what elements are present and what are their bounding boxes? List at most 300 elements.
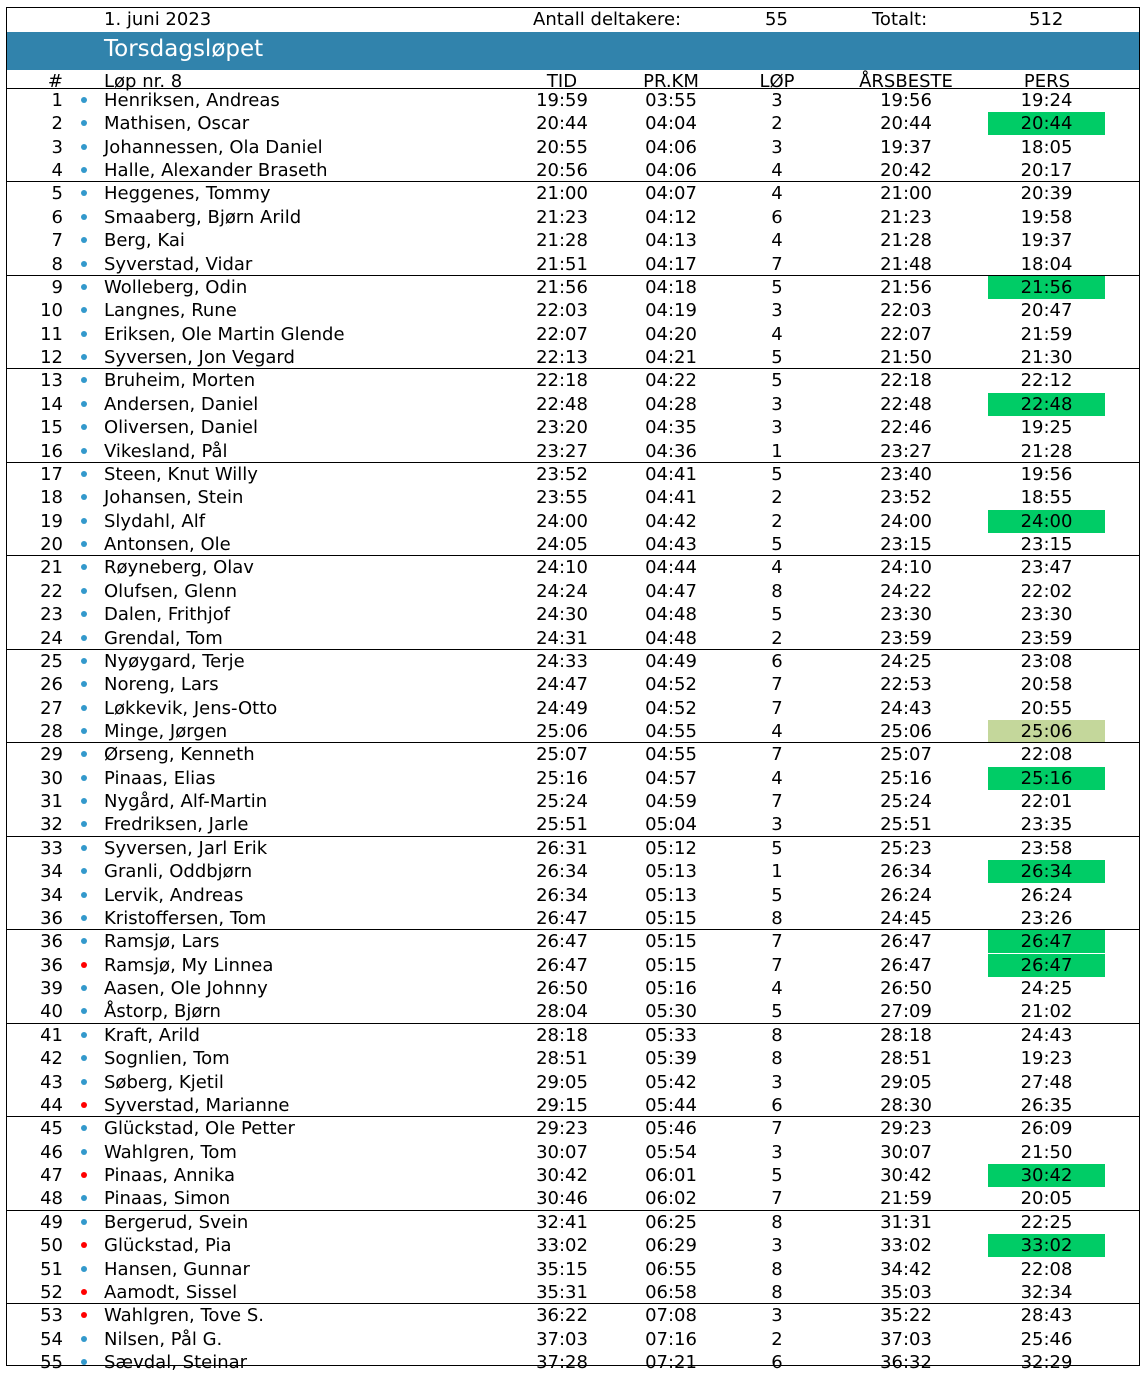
races-cell: 4	[771, 183, 783, 205]
table-row	[7, 299, 1139, 322]
name-cell: Olufsen, Glenn	[104, 580, 238, 602]
name-cell: Langnes, Rune	[104, 300, 237, 322]
name-cell: Antonsen, Ole	[104, 534, 231, 556]
season-best-cell: 23:59	[880, 627, 932, 649]
time-cell: 35:31	[536, 1281, 588, 1303]
races-cell: 3	[771, 1235, 783, 1257]
gender-dot-icon	[81, 938, 87, 944]
races-cell: 7	[771, 1188, 783, 1210]
name-cell: Johannessen, Ola Daniel	[104, 136, 323, 158]
pace-cell: 06:25	[645, 1211, 697, 1233]
season-best-cell: 25:16	[880, 767, 932, 789]
name-cell: Wahlgren, Tom	[104, 1141, 237, 1163]
table-row	[7, 1071, 1139, 1094]
name-cell: Nygård, Alf-Martin	[104, 791, 268, 813]
races-cell: 5	[771, 604, 783, 626]
table-row	[7, 463, 1139, 486]
time-cell: 32:41	[536, 1211, 588, 1233]
season-best-cell: 25:23	[880, 837, 932, 859]
races-cell: 6	[771, 650, 783, 672]
pace-cell: 04:07	[645, 183, 697, 205]
personal-best-cell: 32:34	[1020, 1281, 1073, 1303]
name-cell: Granli, Oddbjørn	[104, 861, 253, 883]
personal-best-cell: 33:02	[988, 1234, 1105, 1257]
name-cell: Nyøygard, Terje	[104, 650, 245, 672]
pace-cell: 04:55	[645, 744, 697, 766]
table-row	[7, 1047, 1139, 1070]
gender-dot-icon	[81, 448, 87, 454]
gender-dot-icon	[81, 962, 87, 968]
season-best-cell: 22:07	[880, 323, 932, 345]
gender-dot-icon	[81, 798, 87, 804]
personal-best-cell: 26:09	[1020, 1118, 1073, 1140]
pace-cell: 05:30	[645, 1001, 697, 1023]
season-best-cell: 24:25	[880, 650, 932, 672]
personal-best-cell: 28:43	[1020, 1305, 1073, 1327]
season-best-cell: 26:47	[880, 954, 932, 976]
personal-best-cell: 23:08	[1020, 650, 1073, 672]
rank-cell: 40	[40, 1001, 63, 1023]
personal-best-cell: 21:02	[1020, 1001, 1073, 1023]
rank-cell: 13	[40, 370, 63, 392]
personal-best-cell: 19:23	[1020, 1048, 1073, 1070]
pace-cell: 04:28	[645, 393, 697, 415]
gender-dot-icon	[81, 237, 87, 243]
gender-dot-icon	[81, 658, 87, 664]
rank-cell: 32	[40, 814, 63, 836]
personal-best-cell: 26:24	[1020, 884, 1073, 906]
season-best-cell: 29:05	[880, 1071, 932, 1093]
season-best-cell: 19:37	[880, 136, 932, 158]
rank-cell: 34	[40, 861, 63, 883]
table-row	[7, 159, 1139, 182]
personal-best-cell: 22:08	[1020, 744, 1073, 766]
season-best-cell: 23:15	[880, 534, 932, 556]
season-best-cell: 21:48	[880, 253, 932, 275]
time-cell: 26:34	[536, 884, 588, 906]
pace-cell: 05:12	[645, 837, 697, 859]
time-cell: 28:51	[536, 1048, 588, 1070]
rank-cell: 54	[40, 1328, 63, 1350]
season-best-cell: 30:07	[880, 1141, 932, 1163]
season-best-cell: 24:10	[880, 557, 932, 579]
time-cell: 21:56	[536, 276, 588, 298]
name-cell: Sævdal, Steinar	[104, 1351, 248, 1373]
pace-cell: 04:18	[645, 276, 697, 298]
name-cell: Johansen, Stein	[104, 487, 244, 509]
time-cell: 23:55	[536, 487, 588, 509]
races-cell: 6	[771, 206, 783, 228]
personal-best-cell: 23:59	[1020, 627, 1073, 649]
name-cell: Smaaberg, Bjørn Arild	[104, 206, 302, 228]
rank-cell: 23	[40, 604, 63, 626]
table-row	[7, 580, 1139, 603]
table-row	[7, 884, 1139, 907]
table-row	[7, 556, 1139, 579]
gender-dot-icon	[81, 214, 87, 220]
pace-cell: 07:08	[645, 1305, 697, 1327]
time-cell: 21:00	[536, 183, 588, 205]
personal-best-cell: 20:44	[988, 112, 1105, 135]
personal-best-cell: 20:47	[1020, 300, 1073, 322]
season-best-cell: 34:42	[880, 1258, 932, 1280]
personal-best-cell: 26:47	[988, 954, 1105, 977]
races-cell: 3	[771, 90, 783, 111]
time-cell: 26:47	[536, 954, 588, 976]
time-cell: 29:15	[536, 1094, 588, 1116]
table-row	[7, 229, 1139, 252]
pace-cell: 04:21	[645, 347, 697, 369]
gender-dot-icon	[81, 1149, 87, 1155]
season-best-cell: 20:42	[880, 160, 932, 182]
rank-cell: 48	[40, 1188, 63, 1210]
time-cell: 24:31	[536, 627, 588, 649]
races-cell: 4	[771, 978, 783, 1000]
gender-dot-icon	[81, 1289, 87, 1295]
personal-best-cell: 22:01	[1020, 791, 1073, 813]
races-cell: 4	[771, 720, 783, 742]
pace-cell: 04:55	[645, 720, 697, 742]
table-row	[7, 767, 1139, 790]
time-cell: 36:22	[536, 1305, 588, 1327]
races-cell: 5	[771, 837, 783, 859]
pace-cell: 04:47	[645, 580, 697, 602]
pace-cell: 07:21	[645, 1351, 697, 1373]
time-cell: 28:18	[536, 1024, 588, 1046]
pace-cell: 07:16	[645, 1328, 697, 1350]
col-rank-header: #	[47, 71, 63, 92]
rank-cell: 1	[51, 90, 63, 111]
season-best-cell: 26:50	[880, 978, 932, 1000]
season-best-cell: 20:44	[880, 113, 932, 135]
table-row	[7, 1141, 1139, 1164]
time-cell: 29:23	[536, 1118, 588, 1140]
pace-cell: 04:13	[645, 230, 697, 252]
season-best-cell: 21:59	[880, 1188, 932, 1210]
table-row	[7, 603, 1139, 626]
rank-cell: 39	[40, 978, 63, 1000]
table-row	[7, 1000, 1139, 1023]
rank-cell: 25	[40, 650, 63, 672]
name-cell: Aamodt, Sissel	[104, 1281, 238, 1303]
table-row	[7, 1328, 1139, 1351]
table-row	[7, 486, 1139, 509]
time-cell: 20:44	[536, 113, 588, 135]
races-cell: 5	[771, 370, 783, 392]
name-cell: Nilsen, Pål G.	[104, 1328, 223, 1350]
pace-cell: 05:13	[645, 861, 697, 883]
pace-cell: 04:52	[645, 674, 697, 696]
rank-cell: 44	[40, 1094, 63, 1116]
gender-dot-icon	[81, 985, 87, 991]
pace-cell: 05:39	[645, 1048, 697, 1070]
races-cell: 7	[771, 954, 783, 976]
season-best-cell: 21:23	[880, 206, 932, 228]
personal-best-cell: 24:43	[1020, 1024, 1073, 1046]
time-cell: 24:24	[536, 580, 588, 602]
time-cell: 30:42	[536, 1165, 588, 1187]
name-cell: Wolleberg, Odin	[104, 276, 248, 298]
name-cell: Minge, Jørgen	[104, 720, 228, 742]
time-cell: 37:03	[536, 1328, 588, 1350]
table-row	[7, 112, 1139, 135]
personal-best-cell: 20:58	[1020, 674, 1073, 696]
time-cell: 22:07	[536, 323, 588, 345]
season-best-cell: 21:00	[880, 183, 932, 205]
season-best-cell: 19:56	[880, 90, 932, 111]
gender-dot-icon	[81, 1219, 87, 1225]
pace-cell: 04:48	[645, 604, 697, 626]
pace-cell: 04:35	[645, 417, 697, 439]
race-date: 1. juni 2023	[104, 9, 212, 30]
table-row	[7, 1281, 1139, 1304]
table-row	[7, 1258, 1139, 1281]
pace-cell: 04:41	[645, 487, 697, 509]
personal-best-cell: 26:35	[1020, 1094, 1073, 1116]
gender-dot-icon	[81, 518, 87, 524]
table-row	[7, 673, 1139, 696]
personal-best-cell: 32:29	[1020, 1351, 1073, 1373]
table-row	[7, 253, 1139, 276]
season-best-cell: 25:07	[880, 744, 932, 766]
table-row	[7, 136, 1139, 159]
name-cell: Steen, Knut Willy	[104, 463, 258, 485]
gender-dot-icon	[81, 1336, 87, 1342]
season-best-cell: 24:43	[880, 697, 932, 719]
pace-cell: 04:06	[645, 160, 697, 182]
rank-cell: 7	[51, 230, 63, 252]
name-cell: Åstorp, Bjørn	[104, 1001, 221, 1023]
personal-best-cell: 23:47	[1020, 557, 1073, 579]
pace-cell: 06:58	[645, 1281, 697, 1303]
time-cell: 33:02	[536, 1235, 588, 1257]
season-best-cell: 23:30	[880, 604, 932, 626]
pace-cell: 04:04	[645, 113, 697, 135]
gender-dot-icon	[81, 541, 87, 547]
name-cell: Ramsjø, Lars	[104, 931, 220, 953]
time-cell: 30:46	[536, 1188, 588, 1210]
races-cell: 8	[771, 580, 783, 602]
pace-cell: 04:52	[645, 697, 697, 719]
races-cell: 8	[771, 1048, 783, 1070]
gender-dot-icon	[81, 1359, 87, 1365]
personal-best-cell: 21:28	[1020, 440, 1073, 462]
gender-dot-icon	[81, 331, 87, 337]
personal-best-cell: 19:58	[1020, 206, 1073, 228]
personal-best-cell: 19:24	[1020, 90, 1073, 111]
races-cell: 3	[771, 136, 783, 158]
name-cell: Slydahl, Alf	[104, 510, 206, 532]
pace-cell: 05:15	[645, 954, 697, 976]
season-best-cell: 35:22	[880, 1305, 932, 1327]
name-cell: Pinaas, Simon	[104, 1188, 231, 1210]
rank-cell: 53	[40, 1305, 63, 1327]
rank-cell: 4	[51, 160, 63, 182]
gender-dot-icon	[81, 564, 87, 570]
table-row	[7, 1024, 1139, 1047]
rank-cell: 6	[51, 206, 63, 228]
personal-best-cell: 18:55	[1020, 487, 1073, 509]
time-cell: 30:07	[536, 1141, 588, 1163]
name-cell: Syversen, Jarl Erik	[104, 837, 268, 859]
rank-cell: 36	[40, 907, 63, 929]
season-best-cell: 21:28	[880, 230, 932, 252]
time-cell: 24:33	[536, 650, 588, 672]
name-cell: Bruheim, Morten	[104, 370, 256, 392]
name-cell: Pinaas, Elias	[104, 767, 216, 789]
time-cell: 22:18	[536, 370, 588, 392]
time-cell: 22:03	[536, 300, 588, 322]
season-best-cell: 25:51	[880, 814, 932, 836]
pace-cell: 04:57	[645, 767, 697, 789]
table-row	[7, 510, 1139, 533]
col-race-header: Løp nr. 8	[104, 71, 183, 92]
participants-label: Antall deltakere:	[533, 9, 682, 30]
name-cell: Wahlgren, Tove S.	[104, 1305, 264, 1327]
races-cell: 5	[771, 534, 783, 556]
races-cell: 2	[771, 627, 783, 649]
gender-dot-icon	[81, 1008, 87, 1014]
pace-cell: 05:13	[645, 884, 697, 906]
participants-value: 55	[765, 9, 788, 30]
rank-cell: 27	[40, 697, 63, 719]
time-cell: 24:00	[536, 510, 588, 532]
rank-cell: 42	[40, 1048, 63, 1070]
time-cell: 25:07	[536, 744, 588, 766]
time-cell: 19:59	[536, 90, 588, 111]
table-row	[7, 977, 1139, 1000]
time-cell: 26:31	[536, 837, 588, 859]
name-cell: Lervik, Andreas	[104, 884, 244, 906]
table-row	[7, 1164, 1139, 1187]
time-cell: 22:48	[536, 393, 588, 415]
races-cell: 7	[771, 697, 783, 719]
races-cell: 4	[771, 557, 783, 579]
page-title: Torsdagsløpet	[104, 36, 264, 62]
races-cell: 8	[771, 1211, 783, 1233]
personal-best-cell: 19:56	[1020, 463, 1073, 485]
rank-cell: 51	[40, 1258, 63, 1280]
personal-best-cell: 20:05	[1020, 1188, 1073, 1210]
pace-cell: 05:15	[645, 907, 697, 929]
races-cell: 3	[771, 417, 783, 439]
name-cell: Aasen, Ole Johnny	[104, 978, 268, 1000]
gender-dot-icon	[81, 1266, 87, 1272]
table-row	[7, 369, 1139, 392]
gender-dot-icon	[81, 681, 87, 687]
rank-cell: 21	[40, 557, 63, 579]
table-row	[7, 627, 1139, 650]
gender-dot-icon	[81, 284, 87, 290]
personal-best-cell: 27:48	[1020, 1071, 1073, 1093]
races-cell: 3	[771, 1305, 783, 1327]
season-best-cell: 26:24	[880, 884, 932, 906]
gender-dot-icon	[81, 1102, 87, 1108]
name-cell: Heggenes, Tommy	[104, 183, 271, 205]
name-cell: Løkkevik, Jens-Otto	[104, 697, 278, 719]
gender-dot-icon	[81, 775, 87, 781]
pace-cell: 04:48	[645, 627, 697, 649]
pace-cell: 04:20	[645, 323, 697, 345]
time-cell: 26:47	[536, 907, 588, 929]
table-row	[7, 907, 1139, 930]
time-cell: 35:15	[536, 1258, 588, 1280]
table-row	[7, 954, 1139, 977]
time-cell: 26:47	[536, 931, 588, 953]
name-cell: Noreng, Lars	[104, 674, 219, 696]
gender-dot-icon	[81, 120, 87, 126]
rank-cell: 2	[51, 113, 63, 135]
personal-best-cell: 25:46	[1020, 1328, 1073, 1350]
name-cell: Syverstad, Marianne	[104, 1094, 290, 1116]
races-cell: 2	[771, 113, 783, 135]
season-best-cell: 28:51	[880, 1048, 932, 1070]
races-cell: 5	[771, 276, 783, 298]
time-cell: 25:16	[536, 767, 588, 789]
gender-dot-icon	[81, 424, 87, 430]
pace-cell: 05:42	[645, 1071, 697, 1093]
title-bar	[7, 32, 1139, 70]
table-row	[7, 697, 1139, 720]
time-cell: 24:47	[536, 674, 588, 696]
gender-dot-icon	[81, 1312, 87, 1318]
personal-best-cell: 23:35	[1020, 814, 1073, 836]
table-row	[7, 813, 1139, 836]
pace-cell: 04:41	[645, 463, 697, 485]
races-cell: 7	[771, 931, 783, 953]
table-row	[7, 440, 1139, 463]
name-cell: Vikesland, Pål	[104, 440, 228, 462]
pace-cell: 04:19	[645, 300, 697, 322]
pace-cell: 04:43	[645, 534, 697, 556]
rank-cell: 43	[40, 1071, 63, 1093]
races-cell: 6	[771, 1351, 783, 1373]
name-cell: Fredriksen, Jarle	[104, 814, 249, 836]
gender-dot-icon	[81, 401, 87, 407]
time-cell: 37:28	[536, 1351, 588, 1373]
name-cell: Pinaas, Annika	[104, 1165, 236, 1187]
personal-best-cell: 23:30	[1020, 604, 1073, 626]
name-cell: Bergerud, Svein	[104, 1211, 249, 1233]
rank-cell: 5	[51, 183, 63, 205]
rank-cell: 55	[40, 1351, 63, 1373]
season-best-cell: 33:02	[880, 1235, 932, 1257]
races-cell: 3	[771, 393, 783, 415]
personal-best-cell: 21:30	[1020, 347, 1073, 369]
races-cell: 4	[771, 767, 783, 789]
season-best-cell: 24:22	[880, 580, 932, 602]
season-best-cell: 31:31	[880, 1211, 932, 1233]
rank-cell: 8	[51, 253, 63, 275]
rank-cell: 45	[40, 1118, 63, 1140]
name-cell: Henriksen, Andreas	[104, 90, 280, 111]
races-cell: 4	[771, 160, 783, 182]
races-cell: 3	[771, 300, 783, 322]
rank-cell: 10	[40, 300, 63, 322]
personal-best-cell: 18:05	[1020, 136, 1073, 158]
pace-cell: 04:36	[645, 440, 697, 462]
name-cell: Oliversen, Daniel	[104, 417, 258, 439]
pace-cell: 05:04	[645, 814, 697, 836]
table-row	[7, 533, 1139, 556]
races-cell: 5	[771, 1165, 783, 1187]
pace-cell: 03:55	[645, 90, 697, 111]
time-cell: 22:13	[536, 347, 588, 369]
gender-dot-icon	[81, 190, 87, 196]
time-cell: 25:06	[536, 720, 588, 742]
gender-dot-icon	[81, 1079, 87, 1085]
personal-best-cell: 22:02	[1020, 580, 1073, 602]
